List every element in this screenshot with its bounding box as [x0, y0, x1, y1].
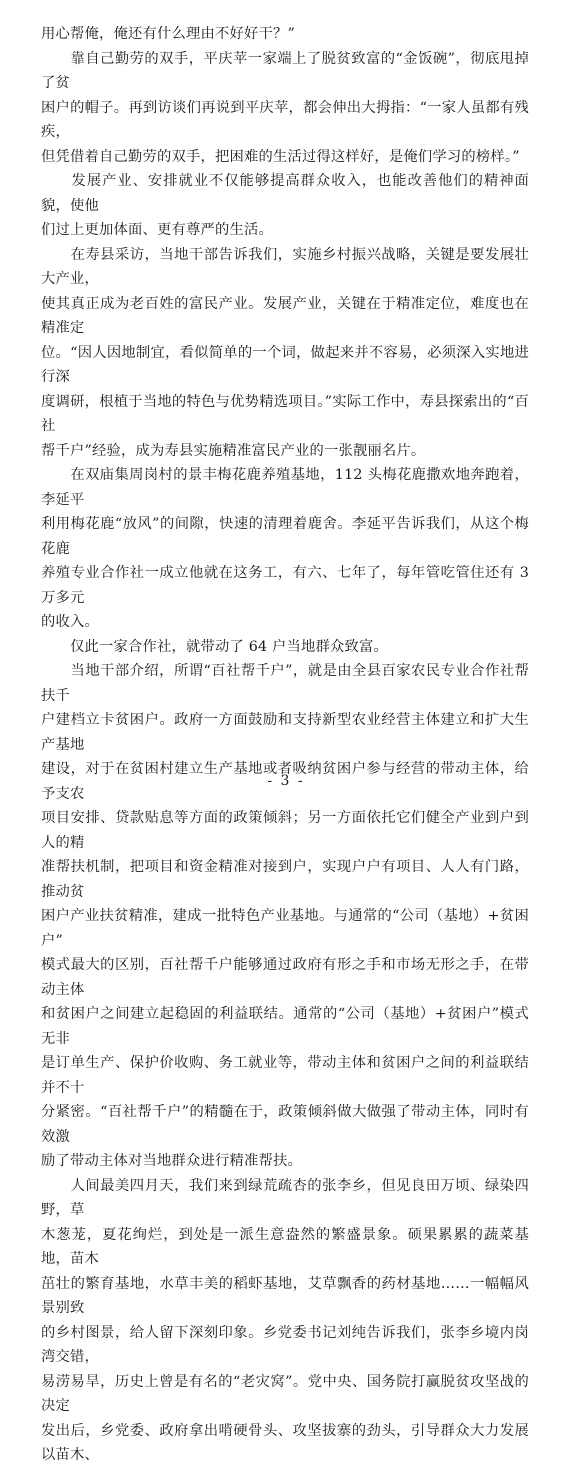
text-line: 励了带动主体对当地群众进行精准帮扶。 [41, 1153, 302, 1169]
text-line: 和贫困户之间建立起稳固的利益联结。通常的“公司（基地）+贫困户”模式无非 [41, 1006, 529, 1047]
text-line: 困户产业扶贫精准，建成一批特色产业基地。与通常的“公司（基地）+贫困户” [41, 908, 529, 949]
text-line: 准帮扶机制，把项目和资金精准对接到户，实现户户有项目、人人有门路，推动贫 [41, 859, 529, 900]
text-line: 帮千户”经验，成为寿县实施精准富民产业的一张靓丽名片。 [41, 442, 426, 459]
text-line: 利用梅花鹿“放风”的间隙，快速的清理着鹿舍。李延平告诉我们，从这个梅花鹿 [41, 516, 529, 557]
text-line: 养殖专业合作社一成立他就在这务工，有六、七年了，每年管吃管住还有 3 万多元 [41, 565, 529, 606]
text-line: 们过上更加体面、更有尊严的生活。 [41, 222, 273, 238]
text-line: 使其真正成为老百姓的富民产业。发展产业，关键在于精准定位，难度也在精准定 [41, 295, 529, 336]
text-line: 当地干部介绍，所谓“百社帮千户”，就是由全县百家农民专业合作社帮扶千 [41, 663, 529, 704]
text-line: 在寿县采访，当地干部告诉我们，实施乡村振兴战略，关键是要发展壮大产业， [41, 246, 529, 287]
text-line: 仅此一家合作社，就带动了 64 户当地群众致富。 [41, 638, 389, 655]
text-line: 木葱茏，夏花绚烂，到处是一派生意盎然的繁盛景象。硕果累累的蔬菜基地，苗木 [41, 1226, 529, 1267]
text-line: 是订单生产、保护价收购、务工就业等，带动主体和贫困户之间的利益联结并不十 [41, 1055, 529, 1096]
text-line: 项目安排、贷款贴息等方面的政策倾斜；另一方面依托它们健全产业到户到人的精 [41, 810, 529, 851]
page-number: - 3 - [267, 773, 305, 789]
text-line: 但凭借着自己勤劳的双手，把困难的生活过得这样好，是俺们学习的榜样。” [41, 148, 520, 165]
text-line: 的乡村图景，给人留下深刻印象。乡党委书记刘纯告诉我们，张李乡境内岗湾交错， [41, 1324, 529, 1365]
text-line: 用心帮俺，俺还有什么理由不好好干？” [41, 26, 295, 42]
text-line: 建设，对于在贫困村建立生产基地或者吸纳贫困户参与经营的带动主体，给予支农 [41, 761, 529, 802]
text-line: 模式最大的区别，百社帮千户能够通过政府有形之手和市场无形之手，在带动主体 [41, 957, 529, 998]
text-line: 易涝易旱，历史上曾是有名的“老灾窝”。党中央、国务院打赢脱贫攻坚战的决定 [41, 1373, 529, 1414]
text-line: 茁壮的繁育基地，水草丰美的稻虾基地，艾草飘香的药材基地……一幅幅风景别致 [41, 1275, 529, 1316]
text-line: 困户的帽子。再到访谈们再说到平庆苹，都会伸出大拇指：“一家人虽都有残疾， [41, 99, 529, 140]
text-line: 发出后，乡党委、政府拿出啃硬骨头、攻坚拔寨的劲头，引导群众大力发展以苗木、 [41, 1422, 529, 1463]
text-line: 的收入。 [41, 614, 99, 630]
text-line: 户建档立卡贫困户。政府一方面鼓励和支持新型农业经营主体建立和扩大生产基地 [41, 712, 529, 753]
text-line: 分紧密。“百社帮千户”的精髓在于，政策倾斜做大做强了带动主体，同时有效激 [41, 1104, 529, 1145]
body-text [41, 22, 529, 1468]
text-line: 人间最美四月天，我们来到绿荒疏杏的张李乡，但见良田万顷、绿染四野，草 [41, 1177, 529, 1218]
text-line: 度调研，根植于当地的特色与优势精选项目。”实际工作中，寿县探索出的“百社 [41, 393, 529, 434]
text-line: 在双庙集周岗村的景丰梅花鹿养殖基地，112 头梅花鹿撒欢地奔跑着，李延平 [41, 467, 529, 508]
text-line: 发展产业、安排就业不仅能够提高群众收入，也能改善他们的精神面貌，使他 [41, 173, 529, 214]
text-line: 位。“因人因地制宜，看似简单的一个词，做起来并不容易，必须深入实地进行深 [41, 344, 529, 385]
text-line: 靠自己勤劳的双手，平庆苹一家端上了脱贫致富的“金饭碗”，彻底甩掉了贫 [41, 50, 529, 91]
